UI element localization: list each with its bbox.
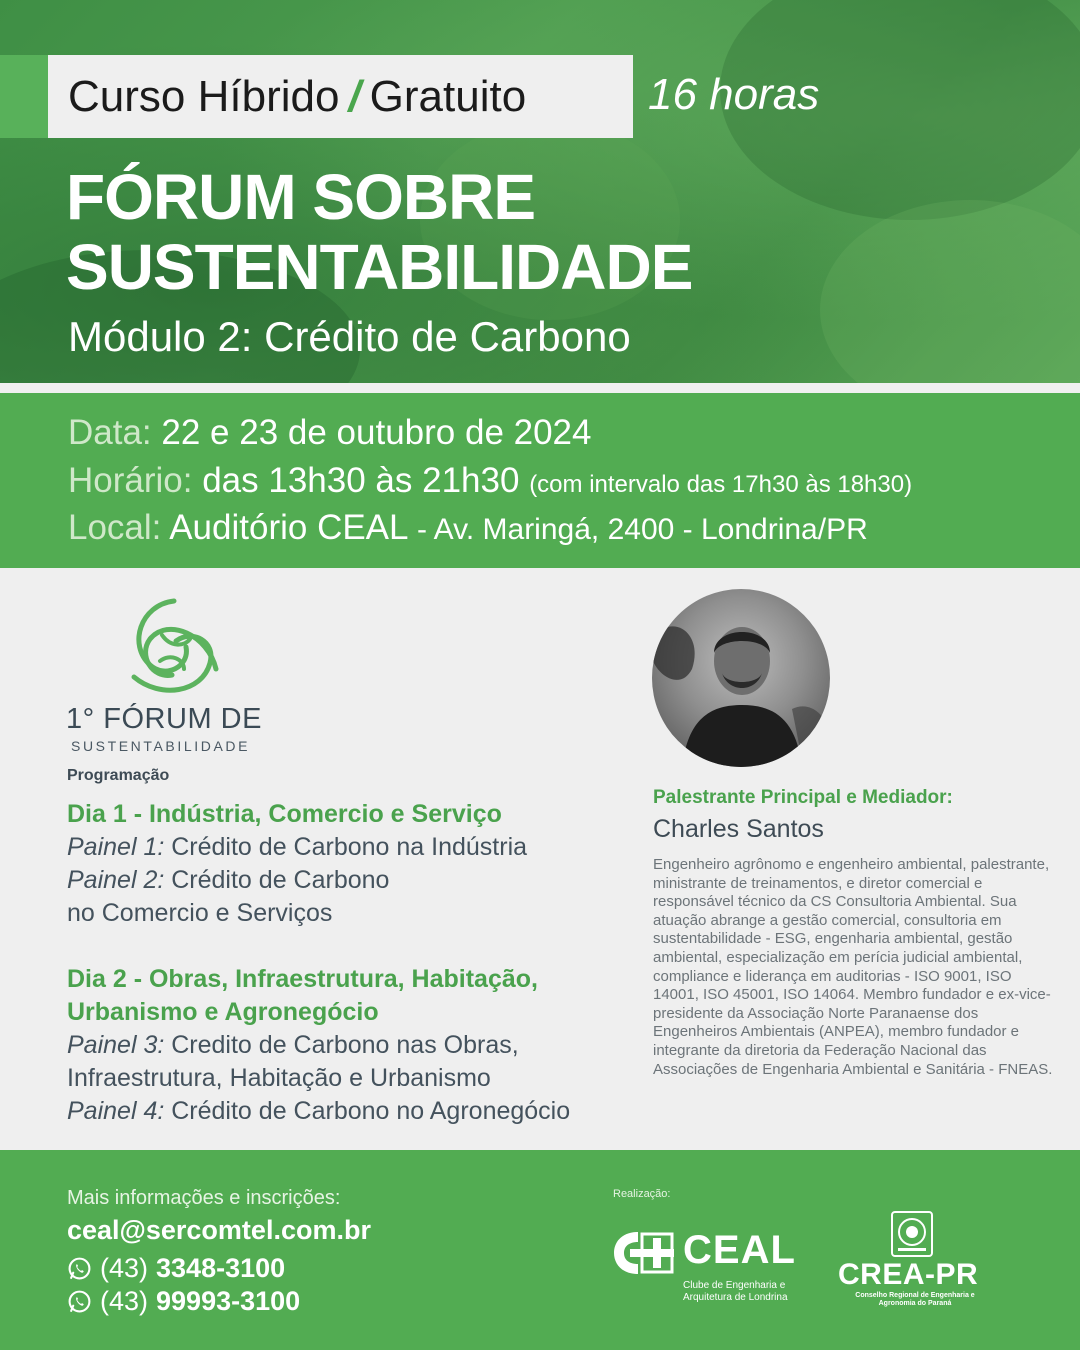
panel2-line (67, 866, 389, 895)
speaker-portrait-icon (652, 589, 830, 767)
place-label: Local: (68, 508, 162, 547)
program-section (0, 568, 1080, 1150)
day2-heading-line-1: Dia 2 - Obras, Infraestrutura, Habitação, (67, 965, 538, 993)
panel1-text: Crédito de Carbono na Indústria (171, 833, 528, 861)
phone1-ddd: (43) (100, 1253, 149, 1283)
forum-logo-title: 1° FÓRUM DE (66, 703, 262, 735)
course-price: Gratuito (369, 71, 527, 121)
panel4-line (67, 1097, 570, 1126)
ceal-logo-icon (612, 1228, 676, 1278)
phone2-number: 99993-3100 (156, 1286, 301, 1316)
panel2-label: Painel 2: (67, 866, 165, 894)
foliage-shape (820, 200, 1080, 383)
phone-line-2[interactable] (67, 1286, 300, 1317)
ceal-subtitle-line-2: Arquitetura de Londrina (683, 1292, 788, 1303)
more-info-label: Mais informações e inscrições: (67, 1187, 341, 1209)
badge-accent (0, 55, 48, 138)
time-line (68, 461, 912, 501)
contact-email[interactable]: ceal@sercomtel.com.br (67, 1215, 371, 1245)
program-label: Programação (67, 767, 170, 784)
title-line-2: SUSTENTABILIDADE (66, 231, 693, 303)
event-info-band (0, 393, 1080, 568)
speaker-role: Palestrante Principal e Mediador: (653, 787, 953, 808)
course-hours: 16 horas (648, 70, 820, 119)
panel1-label: Painel 1: (67, 833, 165, 861)
phone-line-1[interactable] (67, 1253, 285, 1284)
forum-leaf-logo-icon (120, 595, 228, 703)
time-value: das 13h30 às 21h30 (202, 461, 520, 500)
header-banner (0, 0, 1080, 383)
date-label: Data: (68, 413, 152, 452)
panel3-text: Credito de Carbono nas Obras, (171, 1031, 519, 1059)
date-value: 22 e 23 de outubro de 2024 (161, 413, 592, 452)
panel2-line-cont: no Comercio e Serviços (67, 899, 333, 927)
course-type: Curso Híbrido (68, 71, 340, 121)
speaker-name: Charles Santos (653, 815, 824, 843)
day2-heading-line-2: Urbanismo e Agronegócio (67, 998, 379, 1026)
page-title (66, 162, 692, 302)
crea-subtitle: Conselho Regional de Engenharia e Agronomia do Paraná (855, 1292, 975, 1307)
title-line-1: FÓRUM SOBRE (66, 161, 535, 233)
ceal-logo-text: CEAL (683, 1228, 796, 1272)
panel2-text: Crédito de Carbono (171, 866, 390, 894)
realizacao-label: Realização: (613, 1188, 671, 1200)
divider (0, 383, 1080, 393)
panel3-label: Painel 3: (67, 1031, 165, 1059)
phone2-ddd: (43) (100, 1286, 149, 1316)
module-subtitle: Módulo 2: Crédito de Carbono (68, 313, 631, 360)
place-address: - Av. Maringá, 2400 - Londrina/PR (416, 513, 868, 546)
day1-heading: Dia 1 - Indústria, Comercio e Serviço (67, 800, 502, 828)
crea-logo-text: CREA-PR (838, 1258, 979, 1291)
panel3-line (67, 1031, 519, 1060)
ceal-subtitle-line-1: Clube de Engenharia e (683, 1280, 786, 1291)
time-label: Horário: (68, 461, 193, 500)
crea-seal-icon (890, 1210, 934, 1258)
panel3-line-cont: Infraestrutura, Habitação e Urbanismo (67, 1064, 491, 1092)
panel4-text: Crédito de Carbono no Agronegócio (171, 1097, 571, 1125)
date-line (68, 413, 592, 453)
panel1-line (67, 833, 527, 862)
time-note: (com intervalo das 17h30 às 18h30) (529, 471, 913, 498)
panel4-label: Painel 4: (67, 1097, 165, 1125)
place-value: Auditório CEAL (169, 508, 408, 547)
phone1-number: 3348-3100 (156, 1253, 286, 1283)
whatsapp-icon (67, 1289, 92, 1314)
forum-logo-subtitle: SUSTENTABILIDADE (71, 738, 251, 754)
speaker-photo (652, 589, 830, 767)
badge-slash: / (348, 71, 361, 121)
ceal-subtitle (683, 1280, 788, 1304)
course-badge (48, 55, 633, 138)
footer (0, 1150, 1080, 1350)
whatsapp-icon (67, 1256, 92, 1281)
speaker-bio: Engenheiro agrônomo e engenheiro ambiental, palestrante, ministrante de treinamentos, e diretor comercial e responsável técnico da CS Consultoria Ambiental. Sua atuação abrange a gestão comercial, consultoria em sustentabilidade - ESG, engenharia ambiental, gestão ambiental, especialização em perícia judicial ambiental, compliance e liderança em auditorias - ISO 9001, ISO 14001, ISO 45001, ISO 14064. Membro fundador e ex-vice-presidente da Associação Norte Paranaense dos Engenheiros Ambientais (ANPEA), membro fundador e integrante da diretoria da Federação Nacional das Associações de Engenharia Ambiental e Sanitária - FNEAS. (653, 856, 1053, 1078)
place-line (68, 508, 868, 548)
